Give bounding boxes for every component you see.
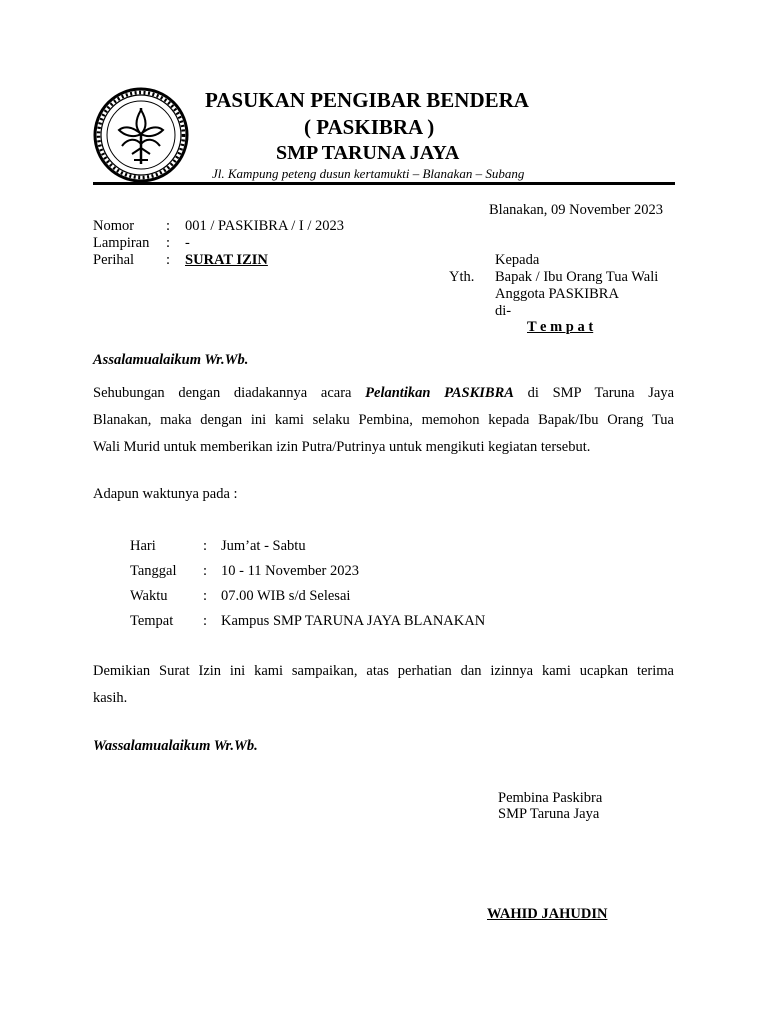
body-line-3: Wali Murid untuk memberikan izin Putra/Putrinya untuk mengikuti kegiatan tersebut. (93, 439, 591, 455)
perihal-colon: : (166, 252, 171, 268)
nomor-colon: : (166, 218, 171, 234)
schedule-colon: : (203, 613, 208, 629)
body-line-1 (93, 380, 674, 407)
perihal-value: SURAT IZIN (185, 252, 268, 268)
signature-name: WAHID JAHUDIN (487, 906, 608, 922)
closing-line-1: Demikian Surat Izin ini kami sampaikan, atas perhatian dan izinnya kami ucapkan terima (93, 663, 674, 679)
paskibra-logo (92, 86, 190, 184)
school-address: Jl. Kampung peteng dusun kertamukti – Blanakan – Subang (212, 166, 525, 181)
schedule-label-hari: Hari (130, 538, 156, 554)
closing-line-2: kasih. (93, 690, 128, 706)
recipient-kepada: Kepada (495, 252, 540, 268)
letterhead-rule (93, 182, 675, 185)
recipient-line2: Anggota PASKIBRA (495, 286, 619, 302)
body-text-b: di SMP Taruna Jaya (513, 385, 675, 401)
schedule-colon: : (203, 538, 208, 554)
schedule-label-waktu: Waktu (130, 588, 168, 604)
schedule-label-tempat: Tempat (130, 613, 174, 629)
lampiran-value: - (185, 235, 190, 251)
closing-paragraph (93, 658, 674, 712)
recipient-line1: Bapak / Ibu Orang Tua Wali (495, 269, 659, 285)
schedule-value-hari: Jum’at - Sabtu (221, 538, 306, 554)
schedule-colon: : (203, 588, 208, 604)
event-name: Pelantikan PASKIBRA (365, 385, 514, 401)
recipient-tempat: T e m p a t (527, 319, 594, 335)
schedule-label-tanggal: Tanggal (130, 563, 177, 579)
body-line-2: Blanakan, maka dengan ini kami selaku Pembina, memohon kepada Bapak/Ibu Orang Tua (93, 412, 674, 428)
nomor-value: 001 / PASKIBRA / I / 2023 (185, 218, 344, 234)
place-date: Blanakan, 09 November 2023 (489, 202, 663, 218)
schedule-value-tempat: Kampus SMP TARUNA JAYA BLANAKAN (221, 613, 486, 629)
recipient-di: di- (495, 303, 512, 319)
body-paragraph (93, 380, 674, 461)
nomor-label: Nomor (93, 218, 135, 234)
lampiran-colon: : (166, 235, 171, 251)
recipient-yth: Yth. (449, 269, 475, 285)
lampiran-label: Lampiran (93, 235, 150, 251)
org-name: PASUKAN PENGIBAR BENDERA (205, 88, 529, 112)
farewell: Wassalamualaikum Wr.Wb. (93, 738, 258, 754)
greeting: Assalamualaikum Wr.Wb. (93, 352, 249, 368)
schedule-value-tanggal: 10 - 11 November 2023 (221, 563, 359, 579)
schedule-value-waktu: 07.00 WIB s/d Selesai (221, 588, 351, 604)
body-text-a: Sehubungan dengan diadakannya acara (93, 385, 366, 401)
org-abbrev: ( PASKIBRA ) (304, 115, 435, 139)
school-name: SMP TARUNA JAYA (276, 142, 460, 164)
signature-title-2: SMP Taruna Jaya (498, 806, 600, 822)
perihal-label: Perihal (93, 252, 135, 268)
schedule-intro: Adapun waktunya pada : (93, 486, 238, 502)
signature-title-1: Pembina Paskibra (498, 790, 603, 806)
schedule-colon: : (203, 563, 208, 579)
